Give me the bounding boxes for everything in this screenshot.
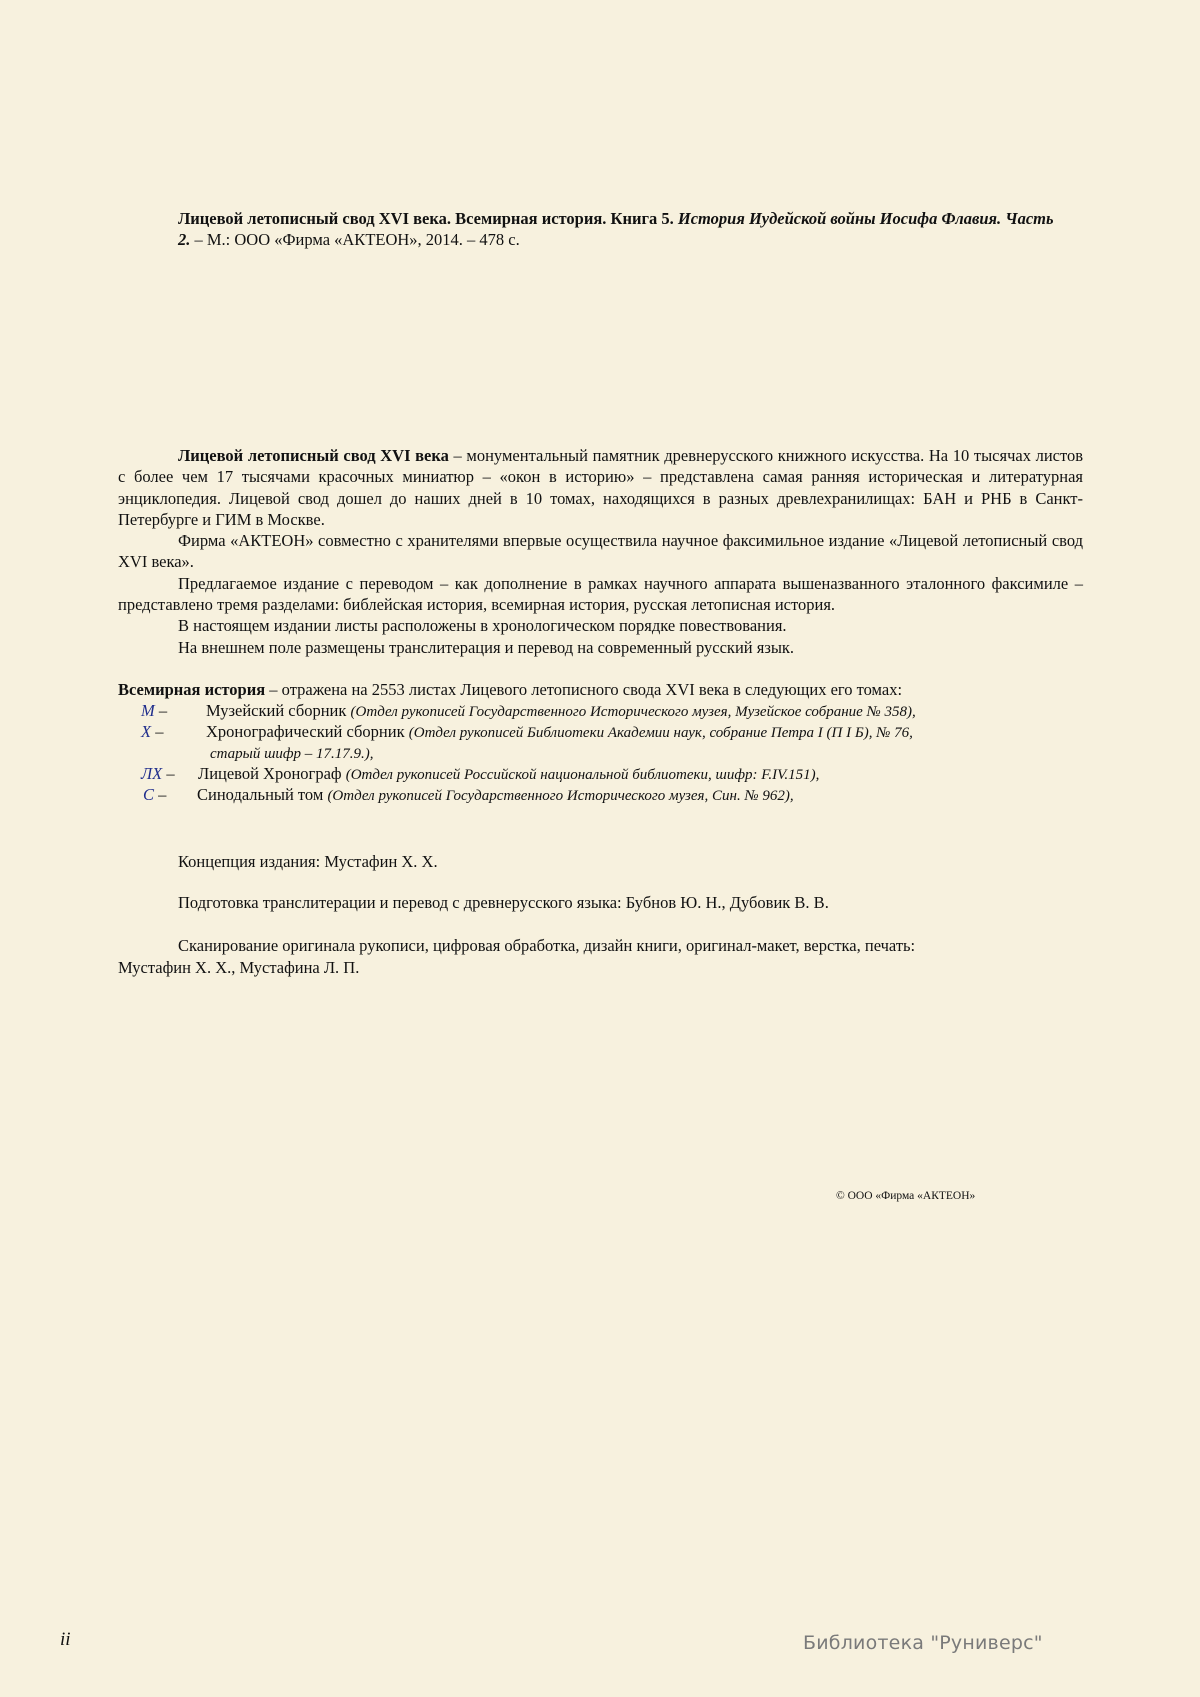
volume-dash: – xyxy=(162,764,175,783)
volume-dash: – xyxy=(151,722,164,741)
volume-item xyxy=(141,763,820,784)
volume-name: Лицевой Хронограф xyxy=(198,764,342,783)
volume-item xyxy=(141,721,913,742)
citation-subtitle: История Иудейской войны Иосифа Флавия. Часть 2. xyxy=(178,209,1054,249)
volume-source: (Отдел рукописей Государственного Исторического музея, Музейское собрание № 358), xyxy=(350,704,916,720)
bibliographic-citation xyxy=(178,208,1058,250)
volume-name: Хронографический сборник xyxy=(206,722,405,741)
volume-source-cont: старый шифр – 17.17.9.), xyxy=(210,746,374,762)
intro-paragraph-5: На внешнем поле размещены транслитерация и перевод на современный русский язык. xyxy=(178,637,795,657)
volume-name: Музейский сборник xyxy=(206,701,347,720)
volume-code: М xyxy=(141,701,155,720)
volume-item xyxy=(143,784,794,805)
credit-production: Сканирование оригинала рукописи, цифровая обработка, дизайн книги, оригинал-макет, верстка, печать: xyxy=(178,936,916,955)
volume-code: ЛХ xyxy=(141,764,163,783)
citation-imprint: – М.: ООО «Фирма «АКТЕОН», 2014. – 478 с. xyxy=(194,230,520,249)
intro-lead: Лицевой летописный свод XVI века xyxy=(178,446,449,465)
intro-text xyxy=(118,445,1083,658)
volume-name-wrap xyxy=(198,763,819,786)
intro-paragraph-4: В настоящем издании листы расположены в хронологическом порядке повествования. xyxy=(178,616,787,636)
copyright-notice: © ООО «Фирма «АКТЕОН» xyxy=(836,1190,976,1202)
world-history-title: Всемирная история xyxy=(118,680,266,699)
credit-translation: Подготовка транслитерации и перевод с древнерусского языка: Бубнов Ю. Н., Дубовик В. В. xyxy=(178,893,829,912)
volume-source: (Отдел рукописей Государственного Исторического музея, Син. № 962), xyxy=(327,788,794,804)
world-history-heading xyxy=(118,679,1098,700)
volume-name-wrap xyxy=(197,784,794,807)
volume-item xyxy=(141,700,916,721)
intro-paragraph-3: Предлагаемое издание с переводом – как дополнение в рамках научного аппарата вышеназванного эталонного факсимиле – представлено тремя разделами: библейская история, всемирная история, русская летописная история. xyxy=(118,573,1083,615)
volume-source-continuation xyxy=(210,742,374,765)
library-watermark: Библиотека "Руниверс" xyxy=(803,1632,1043,1654)
volume-dash: – xyxy=(154,785,167,804)
volume-dash: – xyxy=(154,701,168,720)
volume-source: (Отдел рукописей Российской национальной библиотеки, шифр: F.IV.151), xyxy=(345,767,820,783)
citation-title: Лицевой летописный свод XVI века. Всемирная история. Книга 5. xyxy=(178,209,674,228)
intro-paragraph-2: Фирма «АКТЕОН» совместно с хранителями впервые осуществила научное факсимильное издание «Лицевой летописный свод XVI века». xyxy=(118,531,1083,572)
world-history-desc: – отражена на 2553 листах Лицевого летописного свода XVI века в следующих его томах: xyxy=(265,680,903,699)
page-number: ii xyxy=(60,1629,71,1650)
intro-p1-text: – монументальный памятник древнерусского книжного искусства. На 10 тысячах листов с более чем 17 тысячами красочных миниатюр – «окон в историю» – представлена самая ранняя историческая и литературная энциклопедия. Лицевой свод дошел до наших дней в 10 томах, находящихся в разных древлехранилищах: БАН и РНБ в Санкт-Петербурге и ГИМ в Москве. xyxy=(118,446,1084,529)
credit-production-names: Мустафин Х. Х., Мустафина Л. П. xyxy=(118,958,360,977)
volume-name-wrap xyxy=(206,721,913,744)
volume-name-wrap xyxy=(206,700,916,723)
volume-code: С xyxy=(143,785,155,804)
volume-name: Синодальный том xyxy=(197,785,324,804)
volume-source: (Отдел рукописей Библиотеки Академии наук, собрание Петра I (П I Б), № 76, xyxy=(408,725,913,741)
credit-concept: Концепция издания: Мустафин Х. Х. xyxy=(178,852,438,871)
intro-paragraph-1 xyxy=(118,445,1083,530)
volume-code: Х xyxy=(141,722,152,741)
